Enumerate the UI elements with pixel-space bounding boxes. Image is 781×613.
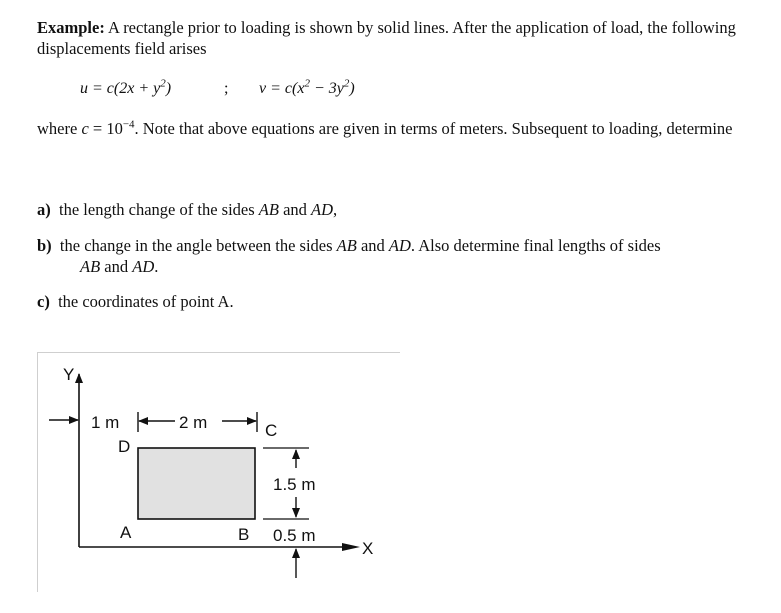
point-b-label: B xyxy=(238,525,250,544)
u-eq-end: ) xyxy=(165,80,172,97)
side-ab: AB xyxy=(336,236,357,255)
question-a-end: , xyxy=(333,200,338,219)
u-eq-main: u = c(2x + y xyxy=(80,80,161,97)
v-eq-main: v = c(x xyxy=(259,80,305,97)
question-b-continuation xyxy=(37,256,752,277)
question-c xyxy=(37,291,752,312)
side-ab: AB xyxy=(80,257,101,276)
example-label: Example: xyxy=(37,18,105,37)
and-word: and xyxy=(278,200,312,219)
question-a-label: a) xyxy=(37,200,51,219)
u-eq-sup: 2 xyxy=(160,77,166,90)
side-ad: AD xyxy=(132,257,155,276)
v-eq-end: ) xyxy=(349,80,355,97)
point-a-label: A xyxy=(120,523,132,542)
v-eq-sup2: 2 xyxy=(343,77,350,90)
question-b-text: the change in the angle between the sides xyxy=(59,236,337,255)
question-b-end: . xyxy=(154,257,159,276)
side-ad: AD xyxy=(388,236,411,255)
u-equation xyxy=(80,78,171,99)
dim-15m-label: 1.5 m xyxy=(273,475,316,494)
point-c-label: C xyxy=(265,421,278,440)
and-word: and xyxy=(356,236,389,255)
question-c-label: c) xyxy=(37,292,50,311)
c-value: = 10 xyxy=(88,119,123,138)
dim-2m-label: 2 m xyxy=(179,413,208,432)
x-axis-label: X xyxy=(362,539,374,558)
c-symbol: c xyxy=(81,119,89,138)
side-ab: AB xyxy=(258,200,279,219)
dim-05m-label: 0.5 m xyxy=(273,526,316,545)
rectangle-abcd xyxy=(138,448,255,519)
x-axis-arrowhead xyxy=(342,543,360,551)
c-exponent: −4 xyxy=(122,118,135,131)
y-axis-label: Y xyxy=(63,365,75,384)
rectangle-figure xyxy=(37,352,403,597)
where-post: . Note that above equations are given in terms of meters. Subsequent to loading, determine xyxy=(134,119,733,138)
question-a xyxy=(37,199,752,220)
question-a-text: the length change of the sides xyxy=(59,200,259,219)
intro-text: A rectangle prior to loading is shown by solid lines. After the application of load, the following displacements field arises xyxy=(37,18,736,58)
dim-1m-label: 1 m xyxy=(91,413,120,432)
question-c-text: the coordinates of point A. xyxy=(58,292,234,311)
eq-separator: ; xyxy=(224,80,229,97)
question-b-text2: . Also determine final lengths of sides xyxy=(410,236,661,255)
intro-paragraph xyxy=(37,17,752,59)
question-b-label: b) xyxy=(37,236,52,255)
question-b xyxy=(37,235,752,277)
v-equation xyxy=(259,78,355,99)
v-eq-mid: − 3y xyxy=(309,80,344,97)
and-word: and xyxy=(100,257,133,276)
equations-line xyxy=(0,78,781,102)
figure-svg xyxy=(37,352,403,597)
side-ad: AD xyxy=(311,200,334,219)
point-d-label: D xyxy=(118,437,131,456)
v-eq-sup1: 2 xyxy=(304,77,310,90)
where-paragraph xyxy=(37,118,752,139)
where-pre: where xyxy=(37,119,82,138)
